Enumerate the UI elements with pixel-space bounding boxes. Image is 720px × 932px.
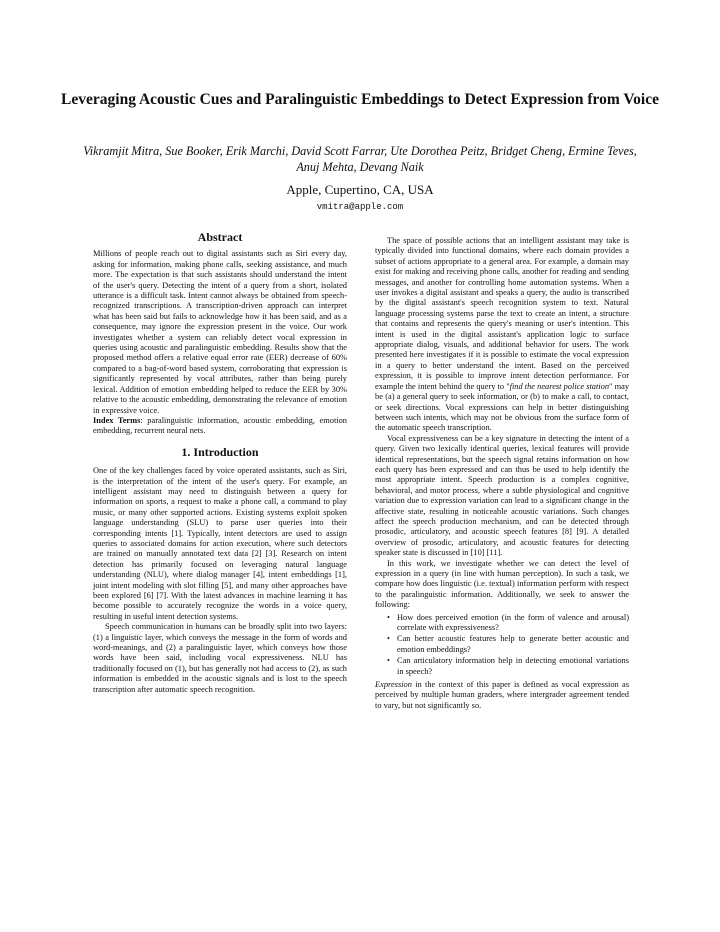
list-item: • How does perceived emotion (in the form of valence and arousal) correlate with expressiveness? — [397, 613, 629, 634]
index-terms — [93, 416, 347, 437]
introduction-heading: 1. Introduction — [181, 444, 259, 459]
intro-paragraph-1: One of the key challenges faced by voice operated assistants, such as Siri, is the interpretation of the intent of the user's query. For example, an intelligent assistant may need to distinguish between a query for information on sports, a request to make a phone call, a command to play music, or many other supported actions. Existing systems exploit spoken language understanding (SLU) to parse user queries into their corresponding intents [1]. Typically, intent detectors are used to assign queries to associated domains for action execution, where such detectors are trained on manually annotated text data [2] [3]. Research on intent detection has primarily focused on leveraging natural language understanding (NLU), where dialog manager [4], intent embeddings [1], joint intent modeling with slot filling [5], and many other approaches have been explored [6] [7]. With the latest advances in machine learning it has become possible to accurately recognize the words in a voice query, resulting in useful intent detection systems. — [93, 466, 347, 621]
intro-paragraph-2: Speech communication in humans can be broadly split into two layers: (1) a linguistic layer, which conveys the message in the form of words and word-meanings, and (2) a paralinguistic layer, which conveys how those words have been said, including vocal expressiveness. NLU has traditionally focused on (1), but has generally not had access to (2), as such information is embedded in the acoustic signals and is lost to the speech transcription after automatic speech recognition. — [93, 622, 347, 694]
research-questions — [375, 613, 629, 677]
expression-definition-text: in the context of this paper is defined as vocal expression as perceived by multiple human graders, where intergrader agreement tended to vary, but not significantly so. — [375, 680, 629, 710]
paper-title: Leveraging Acoustic Cues and Paralinguistic Embeddings to Detect Expression from Voice — [61, 91, 659, 108]
index-terms-label: Index Terms — [93, 415, 141, 425]
example-query: find the nearest police station — [509, 381, 610, 391]
author-list: Vikramjit Mitra, Sue Booker, Erik Marchi, David Scott Farrar, Ute Dorothea Peitz, Bridget Cheng, Ermine Teves, Anuj Mehta, Devang Naik — [83, 144, 637, 174]
contact-email: vmitra@apple.com — [316, 202, 404, 212]
list-item: • Can better acoustic features help to generate better acoustic and emotion embeddings? — [397, 634, 629, 655]
right-p1-text-b: " may be (a) a general query to seek information, or (b) to make a call, to contact, or seek directions. Vocal expressions can help in better distinguishing between such intents, which may not be obvious from the surface form of the automatic speech transcription. — [375, 381, 630, 433]
abstract-text: Millions of people reach out to digital assistants such as Siri every day, asking for information, making phone calls, seeking assistance, and much more. The expectation is that such assistants should understand the intent of the user's query. Detecting the intent of a query from a short, isolated utterance is a difficult task. Intent cannot always be obtained from speech-recognized transcriptions. A transcription-driven approach can interpret what has been said but fails to acknowledge how it has been said, and as a consequence, may ignore the expression present in the voice. Our work investigates whether a system can reliably detect vocal expression in queries using acoustic and paralinguistic embedding. Results show that the proposed method offers a relative equal error rate (EER) decrease of 60% compared to a bag-of-word based system, corroborating that expression is significantly represented by vocal attributes, rather than being purely lexical. Addition of emotion embedding helped to reduce the EER by 30% relative to the acoustic embedding, demonstrating the relevance of emotion in expressive voice. — [93, 249, 347, 415]
expression-term: Expression — [375, 680, 412, 690]
expression-definition — [375, 680, 629, 711]
right-column — [375, 236, 629, 711]
right-p1-text-a: The space of possible actions that an intelligent assistant may take is typically divided into functional domains, where each domain provides a subset of actions appropriate to a general area. For example, a domain may exist for making and receiving phone calls, another for reading and sending messages, and another for controlling home automation systems. When a user invokes a digital assistant and speaks a query, the audio is transcribed by the digital assistant's speech recognition system to text. Natural language processing systems parse the text to create an intent, a structure that contains and represents the query's meaning or user's intention. This intent is used in the digital assistant's application logic to surface appropriate dialog, visuals, and additional behavior for users. The work presented here investigates if it is possible to estimate the vocal expression in a query to better understand the intent. Based on the perceived expression, it is possible to improve intent detection performance. For example the intent behind the query to " — [375, 236, 629, 391]
index-terms-text: : paralinguistic information, acoustic embedding, emotion embedding, recurrent neural nets. — [93, 415, 347, 436]
right-paragraph-1 — [375, 236, 629, 434]
right-paragraph-2: Vocal expressiveness can be a key signature in detecting the intent of a query. Given two lexically identical queries, lexical features will provide identical representations, but the speech signal retains information on how each query has been expressed and can thus be used to help identify the most appropriate intent. Speech production is a complex cognitive, behavioral, and motor process, where a subtle physiological and cognitive variation due to expression variation can lead to a significant change in the affective state, resulting in noticeable acoustic variations. Such changes affect the speech production mechanism, and can be detected through prosodic, articulatory, and acoustic speech features [8] [9]. A detailed overview of prosodic, articulatory, and acoustic features for detecting speaker state is discussed in [10] [11]. — [375, 433, 629, 558]
list-item: • Can articulatory information help in detecting emotional variations in speech? — [397, 656, 629, 677]
abstract-heading: Abstract — [197, 230, 243, 244]
right-paragraph-3: In this work, we investigate whether we can detect the level of expression in a query (in line with human perception). In such a task, we compare how does linguistic (i.e. textual) information perform with respect to the paralinguistic information. Additionally, we seek to answer the following: — [375, 558, 629, 610]
affiliation: Apple, Cupertino, CA, USA — [286, 182, 434, 197]
left-column — [93, 232, 347, 695]
